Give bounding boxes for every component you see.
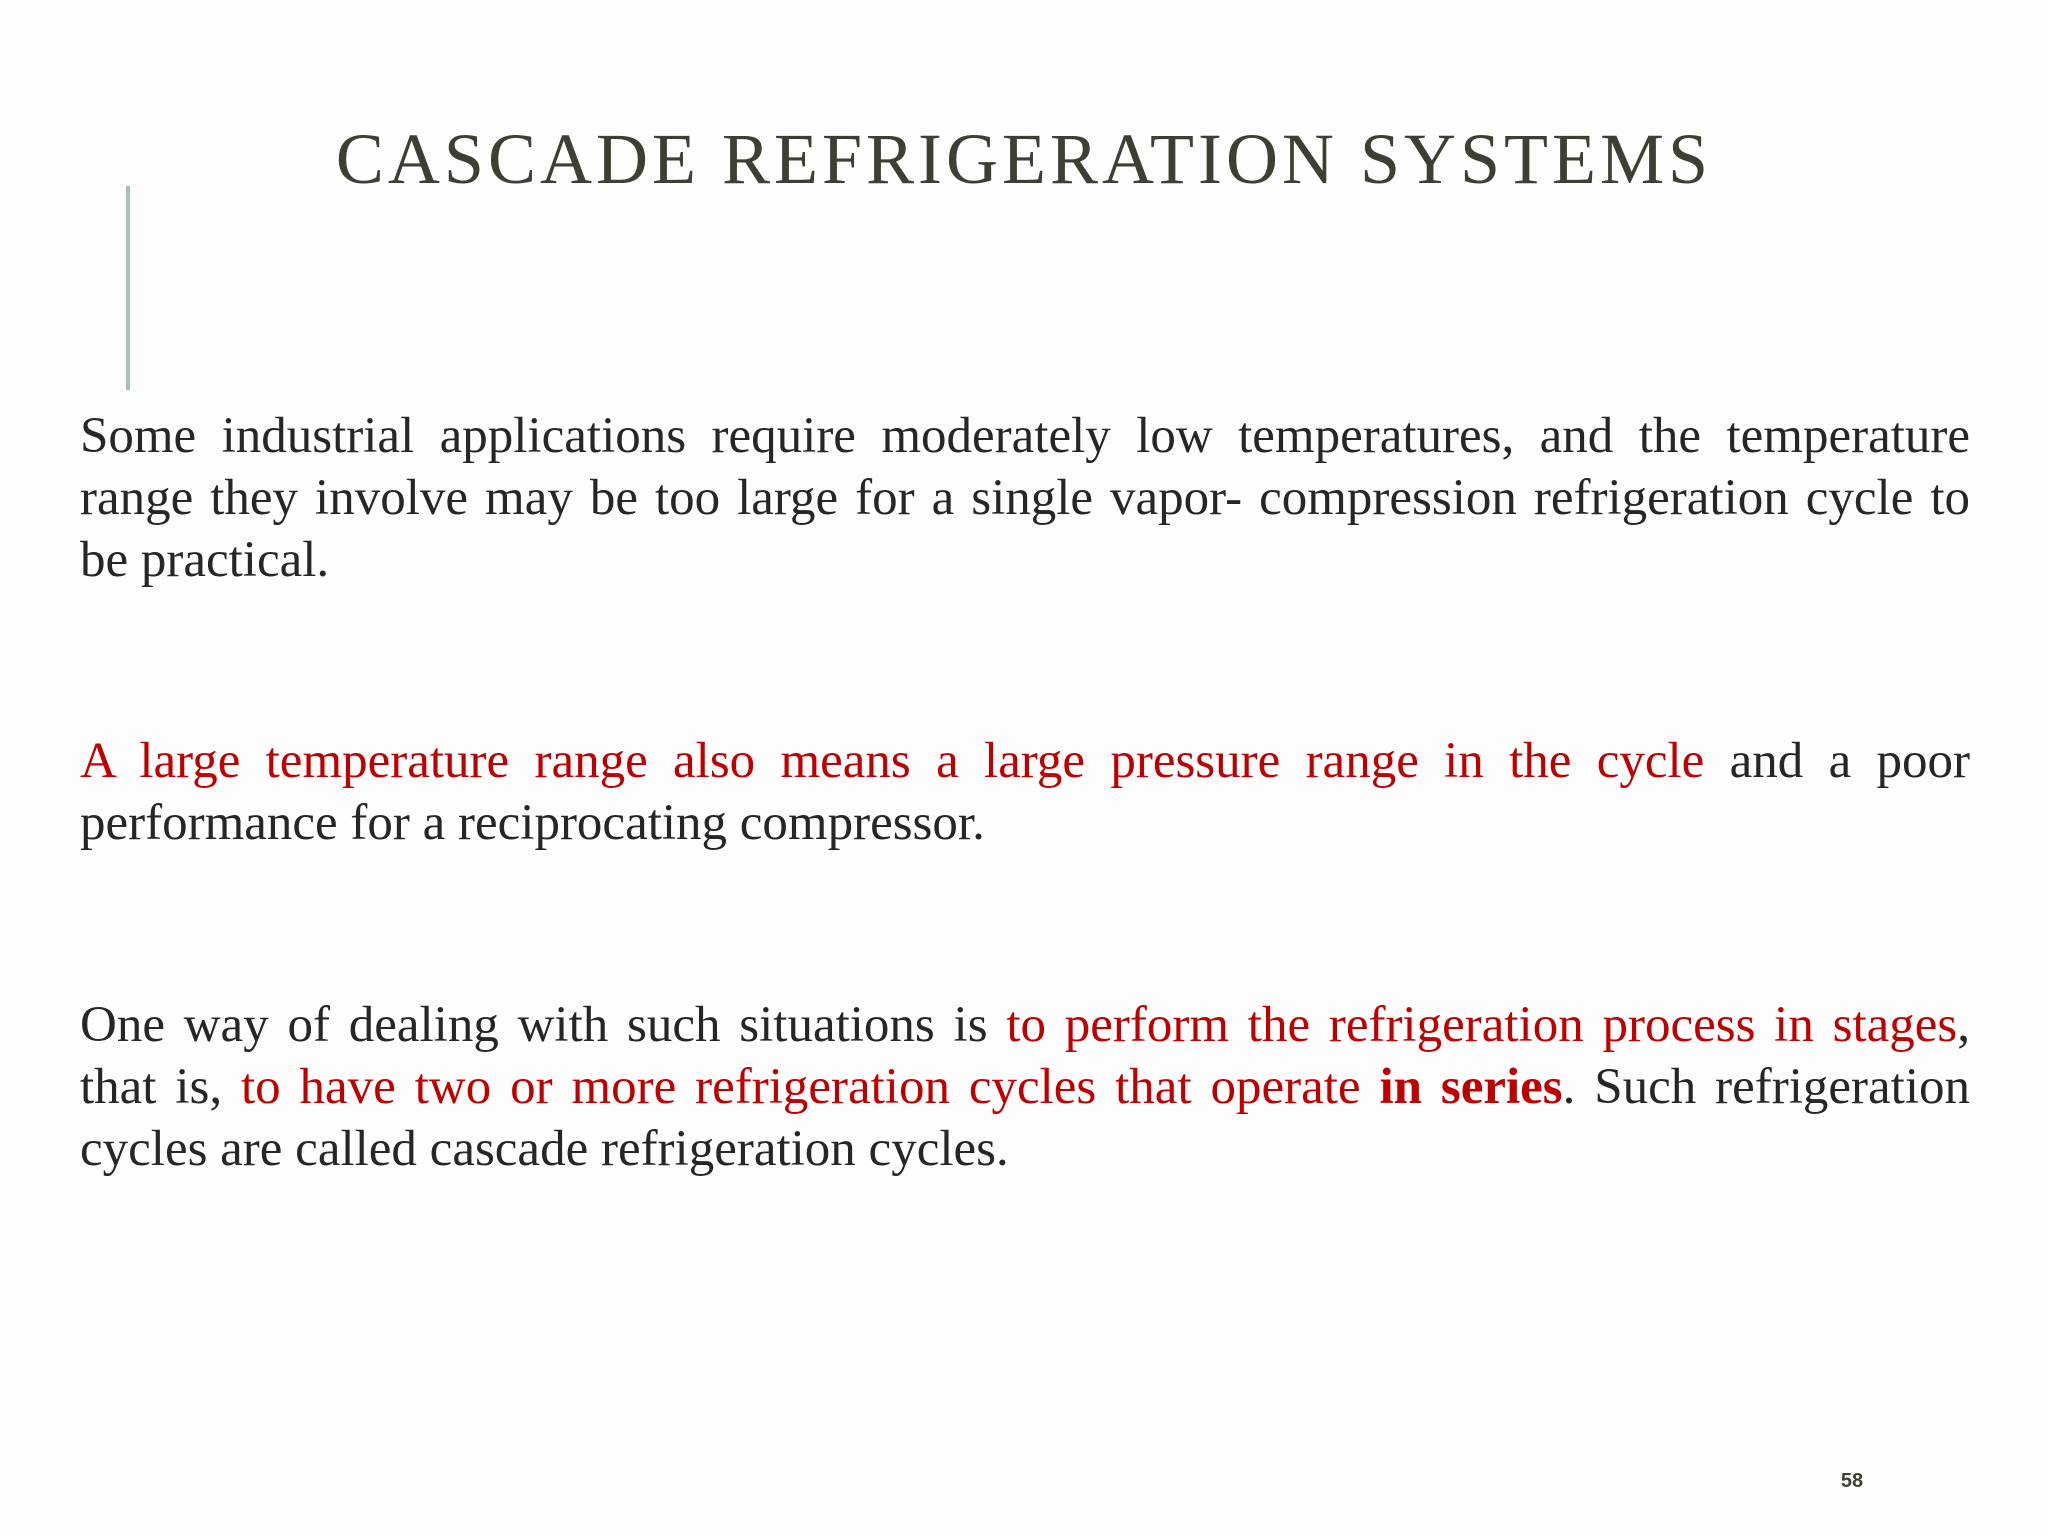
paragraph-2 bbox=[80, 730, 1970, 854]
paragraph-3-highlight-2: to have two or more refrigeration cycles that operate bbox=[241, 1059, 1380, 1115]
accent-bar bbox=[126, 186, 130, 390]
paragraph-3-highlight-1: to perform the refrigeration process in stages bbox=[1006, 997, 1958, 1053]
paragraph-1-text: Some industrial applications require moderately low temperatures, and the temperature range they involve may be too large for a single vapor- compression refrigeration cycle to be practical. bbox=[80, 408, 1970, 588]
paragraph-2-rest: and a poor performance for a reciprocating compressor. bbox=[80, 733, 1970, 851]
paragraph-3-intro: One way of dealing with such situations is bbox=[80, 997, 1007, 1053]
page-number: 58 bbox=[1840, 1470, 1864, 1492]
slide-title: CASCADE REFRIGERATION SYSTEMS bbox=[335, 119, 1713, 199]
paragraph-3-end: . Such refrigeration cycles are called cascade refrigeration cycles. bbox=[80, 1059, 1970, 1177]
paragraph-1 bbox=[80, 405, 1970, 591]
paragraph-2-highlight: A large temperature range also means a large pressure range in the cycle bbox=[80, 733, 1705, 789]
paragraph-3 bbox=[80, 994, 1970, 1180]
paragraph-3-highlight-bold: in series bbox=[1379, 1059, 1563, 1115]
paragraph-3-mid: , that is, bbox=[80, 997, 1970, 1115]
